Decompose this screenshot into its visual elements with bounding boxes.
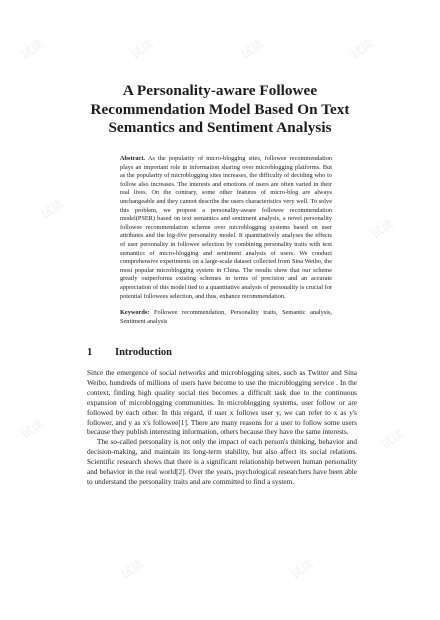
keywords-text: Followee recommendation, Personality traits, Semantic analysis, Sentiment analysis bbox=[120, 309, 333, 325]
abstract bbox=[120, 155, 332, 326]
section-body bbox=[87, 368, 357, 487]
abstract-label: Abstract. bbox=[120, 155, 146, 162]
keywords-label: Keywords: bbox=[120, 309, 150, 317]
abstract-paragraph bbox=[120, 155, 332, 301]
abstract-text: As the popularity of micro-blogging sites, followee recommendation plays an important role in information sharing over microblogging platforms. But as the popularity of microblogging sites increases, the difficulty of deciding who to follow also increases. The interests and emotions of users are often varied in their real lives. On the contrary, some other features of micro-blog are always unchangeable and they cannot describe the users characteristics very well. To solve this problem, we propose a personality-aware followee recommendation model(PSER) based on text semantics and sentiment analysis, a novel personality followee recommendation scheme over microblogging systems based on user attributes and the big-five personality model. It quantitatively analyses the effects of user personality in followee selection by combining personality traits with text semantics of micro-blogging and sentiment analysis of users. We conduct comprehensive experiments on a large-scale dataset collected from Sina Weibo, the most popular microblogging system in China. The results show that our scheme greatly outperforms existing schemes in terms of precision and an accurate appreciation of this model tied to a quantitative analysis of personality is crucial for potential followees selection, and thus, enhance recommendation. bbox=[120, 155, 332, 300]
watermark: 试读 bbox=[128, 36, 157, 62]
keywords-paragraph bbox=[120, 309, 332, 326]
watermark: 试读 bbox=[118, 556, 147, 582]
watermark: 试读 bbox=[368, 216, 397, 242]
section-number: 1 bbox=[87, 347, 93, 358]
paper-title: A Personality-aware Followee Recommendation Model Based On Text Semantics and Sentiment Analysis bbox=[90, 82, 350, 136]
section-title: Introduction bbox=[115, 347, 172, 358]
watermark: 试读 bbox=[288, 556, 317, 582]
watermark: 试读 bbox=[18, 36, 47, 62]
watermark: 试读 bbox=[18, 416, 47, 442]
watermark: 试读 bbox=[348, 36, 377, 62]
body-paragraph: Since the emergence of social networks and microblogging sites, such as Twitter and Sina Weibo, hundreds of millions of users have become to use the microblogging service . In the context, finding high quality social ties becomes a difficult task due to the continuous expansion of microblogging communities. In microblogging systems, user follow or are followed by each other. In this regard, if user x follows user y, we can refer to x as y's follower, and y as x's followee[1]. There are many reasons for a user to follow some users because they publish interesting information, others because they have the same interests. bbox=[87, 368, 357, 437]
watermark: 试读 bbox=[378, 426, 407, 452]
body-paragraph: The so-called personality is not only the impact of each person's thinking, behavior and decision-making, and maintain its long-term stability, but also affect its social relations. Scientific research shows that there is a significant relationship between human personality and behavior in the real world[2]. Over the years, psychological researchers have been able to understand the personality traits and are committed to find a system. bbox=[87, 437, 357, 486]
watermark: 试读 bbox=[38, 196, 67, 222]
watermark: 试读 bbox=[238, 36, 267, 62]
section-heading bbox=[87, 347, 172, 358]
